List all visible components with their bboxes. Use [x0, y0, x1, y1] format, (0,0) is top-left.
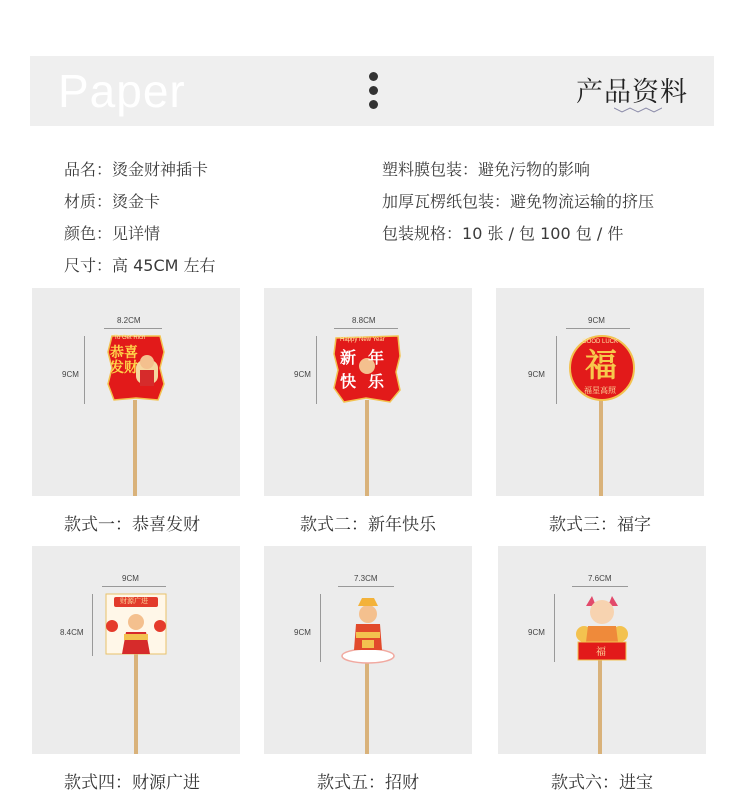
- width-dimension-label: 9CM: [122, 574, 139, 583]
- info-value: 见详情: [112, 224, 161, 243]
- topper-english-text: To Get Rich: [114, 335, 146, 341]
- width-dimension-line: [102, 586, 166, 587]
- topper-chest-text: 福: [596, 647, 606, 658]
- topper-banner-text: 财源广进: [120, 598, 148, 605]
- product-caption: 款式一：恭喜发财: [64, 515, 200, 535]
- topper-stick: [365, 400, 369, 496]
- product-card: [264, 288, 472, 496]
- height-dimension-label: 8.4CM: [60, 628, 84, 637]
- info-row: 包装规格：10 张 / 包 100 包 / 件: [382, 224, 624, 243]
- product-card: [32, 288, 240, 496]
- width-dimension-line: [338, 586, 394, 587]
- product-card: [498, 546, 706, 754]
- product-caption: 款式六：进宝: [551, 773, 653, 793]
- product-caption: 款式五：招财: [317, 773, 419, 793]
- height-dimension-label: 9CM: [528, 628, 545, 637]
- width-dimension-line: [566, 328, 630, 329]
- topper-english-text: GOOD LUCK: [582, 339, 619, 345]
- height-dimension-label: 9CM: [294, 370, 311, 379]
- info-row: 加厚瓦楞纸包装：避免物流运输的挤压: [382, 192, 655, 211]
- topper-stick: [598, 660, 602, 754]
- width-dimension-label: 9CM: [588, 316, 605, 325]
- product-caption: 款式二：新年快乐: [300, 515, 436, 535]
- info-value: 避免物流运输的挤压: [510, 192, 655, 211]
- width-dimension-label: 7.3CM: [354, 574, 378, 583]
- height-dimension-label: 9CM: [294, 628, 311, 637]
- height-dimension-line: [316, 336, 317, 404]
- info-value: 10 张 / 包 100 包 / 件: [462, 224, 624, 243]
- width-dimension-label: 8.8CM: [352, 316, 376, 325]
- info-label: 品名: [64, 160, 97, 179]
- topper-chinese-text: 福: [585, 346, 618, 384]
- topper-stick: [133, 400, 137, 496]
- section-title: 产品资料: [576, 77, 688, 108]
- topper-stick: [134, 654, 138, 754]
- info-label: 尺寸: [64, 256, 97, 275]
- width-dimension-label: 7.6CM: [588, 574, 612, 583]
- width-dimension-label: 8.2CM: [117, 316, 141, 325]
- width-dimension-line: [104, 328, 162, 329]
- header-banner: [30, 56, 714, 126]
- info-value: 烫金财神插卡: [112, 160, 209, 179]
- width-dimension-line: [572, 586, 628, 587]
- product-card: [496, 288, 704, 496]
- info-row: 塑料膜包装：避免污物的影响: [382, 160, 591, 179]
- wave-underline-icon: [614, 106, 662, 114]
- info-label: 加厚瓦楞纸包装: [382, 192, 495, 211]
- topper-chinese-text: 新年快乐: [340, 348, 397, 391]
- topper-sub-text: 福星高照: [584, 386, 616, 395]
- topper-stick: [365, 660, 369, 754]
- vertical-dots-icon: [367, 72, 379, 116]
- product-card: [264, 546, 472, 754]
- product-card: [32, 546, 240, 754]
- info-value: 避免污物的影响: [478, 160, 591, 179]
- info-label: 颜色: [64, 224, 97, 243]
- height-dimension-label: 9CM: [62, 370, 79, 379]
- topper-chinese-text: 恭喜发财: [110, 345, 138, 376]
- info-label: 包装规格: [382, 224, 447, 243]
- info-row: 材质：烫金卡: [64, 186, 216, 218]
- info-value: 烫金卡: [112, 192, 161, 211]
- height-dimension-line: [84, 336, 85, 404]
- topper-stick: [599, 400, 603, 496]
- height-dimension-line: [320, 594, 321, 662]
- info-row: 颜色：见详情: [64, 218, 216, 250]
- product-caption: 款式三：福字: [549, 515, 651, 535]
- topper-image: [340, 592, 396, 664]
- height-dimension-label: 9CM: [528, 370, 545, 379]
- height-dimension-line: [554, 594, 555, 662]
- width-dimension-line: [334, 328, 398, 329]
- product-caption: 款式四：财源广进: [64, 773, 200, 793]
- watermark-text: Paper: [58, 65, 186, 117]
- product-info-left: [64, 154, 216, 282]
- info-label: 材质: [64, 192, 97, 211]
- topper-english-text: Happy New Year: [340, 337, 385, 343]
- info-row: 尺寸：高 45CM 左右: [64, 250, 216, 282]
- info-value: 高 45CM 左右: [112, 256, 216, 275]
- height-dimension-line: [556, 336, 557, 404]
- product-info-right: [382, 154, 654, 250]
- info-label: 塑料膜包装: [382, 160, 463, 179]
- height-dimension-line: [92, 594, 93, 656]
- info-row: 品名：烫金财神插卡: [64, 154, 216, 186]
